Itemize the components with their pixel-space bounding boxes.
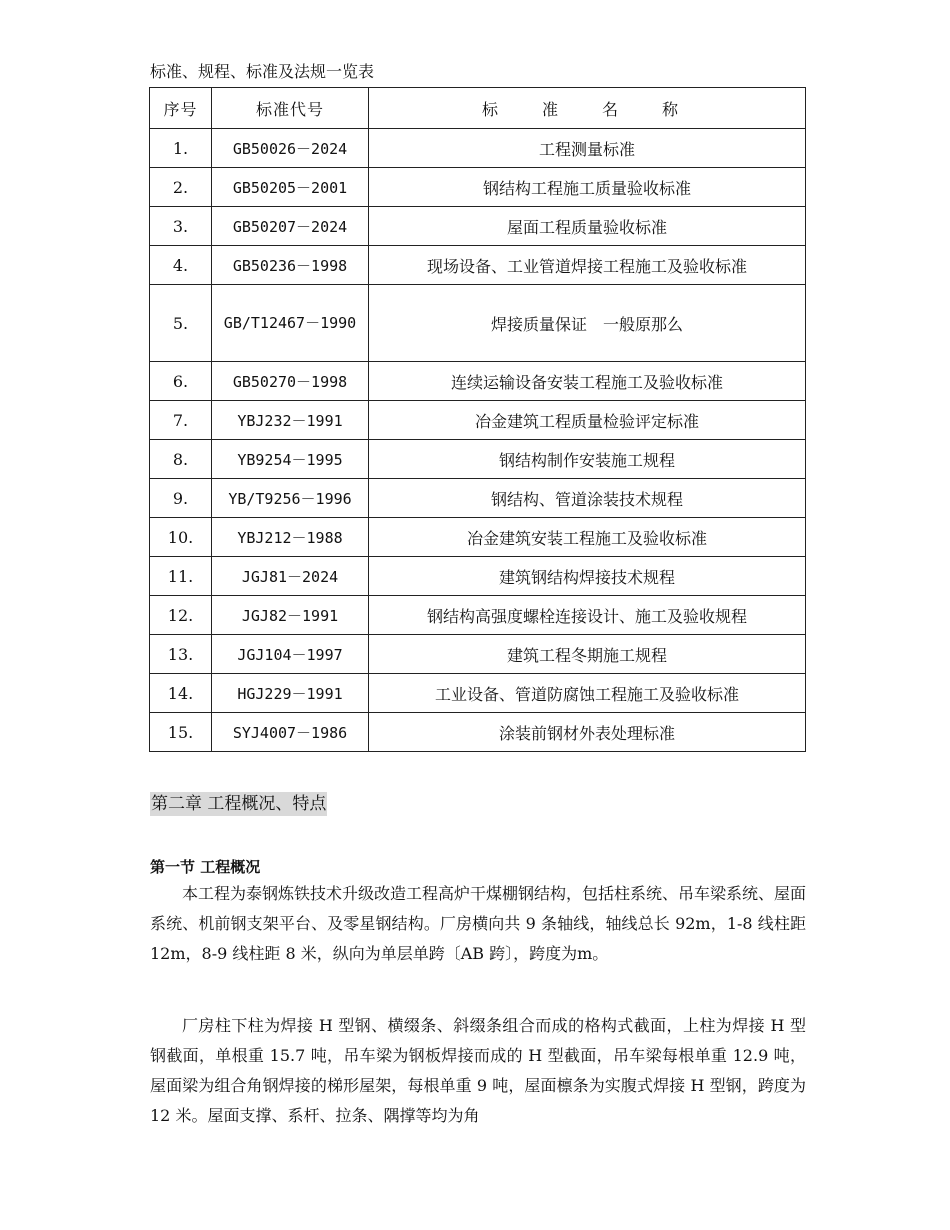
standard-code: JGJ81－2024 — [212, 557, 369, 596]
table-row — [150, 401, 806, 440]
standard-code: JGJ82－1991 — [212, 596, 369, 635]
table-row — [150, 246, 806, 285]
row-number: 4. — [150, 246, 212, 285]
table-row — [150, 518, 806, 557]
row-number: 10. — [150, 518, 212, 557]
table-row — [150, 479, 806, 518]
row-number: 2. — [150, 168, 212, 207]
standard-name: 钢结构制作安装施工规程 — [369, 440, 806, 479]
standard-name: 冶金建筑工程质量检验评定标准 — [369, 401, 806, 440]
standard-code: YBJ232－1991 — [212, 401, 369, 440]
table-row — [150, 207, 806, 246]
standard-code: YBJ212－1988 — [212, 518, 369, 557]
standard-code: YB/T9256－1996 — [212, 479, 369, 518]
standard-name: 连续运输设备安装工程施工及验收标准 — [369, 362, 806, 401]
table-row — [150, 362, 806, 401]
body-paragraph: 厂房柱下柱为焊接 H 型钢、横缀条、斜缀条组合而成的格构式截面，上柱为焊接 H 型钢截面，单根重 15.7 吨，吊车梁为钢板焊接而成的 H 型截面，吊车梁每根单重 12.9 吨，屋面梁为组合角钢焊接的梯形屋架，每根单重 9 吨，屋面檩条为实腹式焊接 H 型钢，跨度为 12 米。屋面支撑、系杆、拉条、隅撑等均为角 — [150, 1016, 806, 1125]
standard-name: 冶金建筑安装工程施工及验收标准 — [369, 518, 806, 557]
row-number: 13. — [150, 635, 212, 674]
standard-name: 现场设备、工业管道焊接工程施工及验收标准 — [369, 246, 806, 285]
standard-name: 焊接质量保证 一般原那么 — [369, 285, 806, 362]
body-paragraph: 本工程为泰钢炼铁技术升级改造工程高炉干煤棚钢结构，包括柱系统、吊车梁系统、屋面系统、机前钢支架平台、及零星钢结构。厂房横向共 9 条轴线，轴线总长 92m，1-8 线柱距 12m，8-9 线柱距 8 米，纵向为单层单跨〔AB 跨〕，跨度为m。 — [150, 884, 807, 963]
row-number: 9. — [150, 479, 212, 518]
row-number: 11. — [150, 557, 212, 596]
table-header-row — [150, 88, 806, 129]
column-header-no: 序号 — [150, 88, 212, 129]
standard-code: GB50207－2024 — [212, 207, 369, 246]
section-heading: 第一节 工程概况 — [150, 858, 261, 876]
standard-name: 屋面工程质量验收标准 — [369, 207, 806, 246]
standards-table — [149, 87, 806, 752]
standard-name: 钢结构、管道涂装技术规程 — [369, 479, 806, 518]
standard-code: GB/T12467－1990 — [212, 285, 369, 362]
standard-name: 建筑工程冬期施工规程 — [369, 635, 806, 674]
standard-name: 工业设备、管道防腐蚀工程施工及验收标准 — [369, 674, 806, 713]
standard-code: GB50236－1998 — [212, 246, 369, 285]
row-number: 5. — [150, 285, 212, 362]
standard-name: 涂装前钢材外表处理标准 — [369, 713, 806, 752]
standard-code: HGJ229－1991 — [212, 674, 369, 713]
table-row — [150, 168, 806, 207]
standard-code: JGJ104－1997 — [212, 635, 369, 674]
table-row — [150, 285, 806, 362]
standard-name: 工程测量标准 — [369, 129, 806, 168]
column-header-code: 标准代号 — [212, 88, 369, 129]
standard-name: 建筑钢结构焊接技术规程 — [369, 557, 806, 596]
table-caption: 标准、规程、标准及法规一览表 — [150, 62, 375, 81]
standard-name: 钢结构工程施工质量验收标准 — [369, 168, 806, 207]
standard-code: GB50270－1998 — [212, 362, 369, 401]
standard-name: 钢结构高强度螺栓连接设计、施工及验收规程 — [369, 596, 806, 635]
table-row — [150, 596, 806, 635]
row-number: 14. — [150, 674, 212, 713]
table-row — [150, 713, 806, 752]
row-number: 1. — [150, 129, 212, 168]
table-row — [150, 674, 806, 713]
row-number: 3. — [150, 207, 212, 246]
row-number: 15. — [150, 713, 212, 752]
table-row — [150, 440, 806, 479]
row-number: 8. — [150, 440, 212, 479]
row-number: 7. — [150, 401, 212, 440]
standard-code: GB50205－2001 — [212, 168, 369, 207]
row-number: 6. — [150, 362, 212, 401]
standard-code: GB50026－2024 — [212, 129, 369, 168]
column-header-name: 标 准 名 称 — [369, 88, 806, 129]
table-row — [150, 129, 806, 168]
row-number: 12. — [150, 596, 212, 635]
standard-code: YB9254－1995 — [212, 440, 369, 479]
table-row — [150, 635, 806, 674]
chapter-heading: 第二章 工程概况、特点 — [151, 794, 327, 814]
table-row — [150, 557, 806, 596]
standard-code: SYJ4007－1986 — [212, 713, 369, 752]
